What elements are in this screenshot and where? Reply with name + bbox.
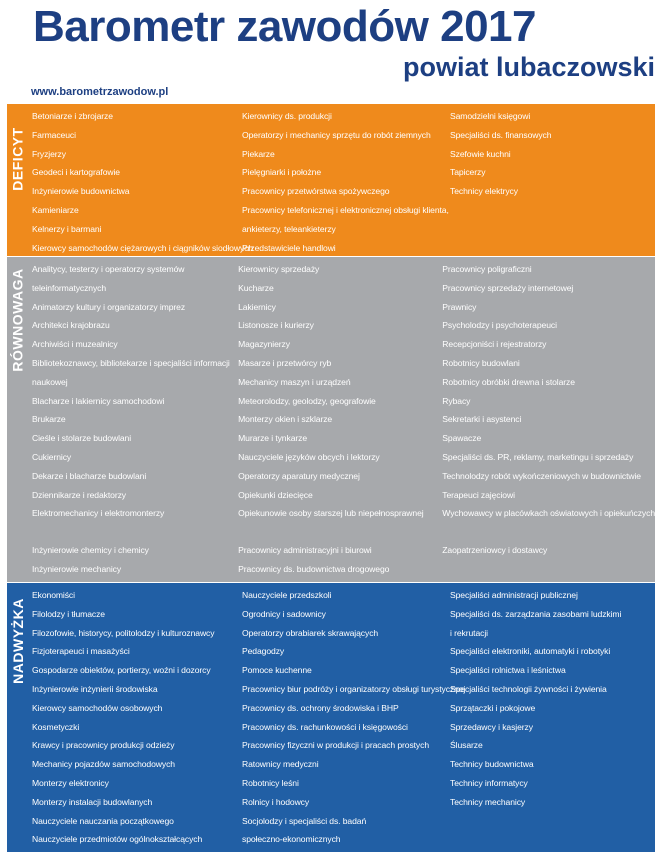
occupation-item: Inżynierowie chemicy i chemicy	[32, 545, 149, 556]
occupation-item: Ślusarze	[450, 740, 483, 751]
occupation-item: Architekci krajobrazu	[32, 320, 110, 331]
occupation-item: Kierownicy sprzedaży	[238, 264, 320, 274]
occupation-item: Spawacze	[442, 433, 482, 444]
balance-column-3	[442, 257, 655, 582]
occupation-item: Filolodzy i tłumacze	[32, 608, 105, 619]
occupation-item: Recepcjoniści i rejestratorzy	[442, 339, 547, 350]
occupation-item: Inżynierowie inżynierii środowiska	[32, 683, 158, 694]
occupation-item: Opiekunki dziecięce	[238, 489, 313, 500]
occupation-item: Monterzy elektronicy	[32, 777, 109, 788]
occupation-item: Monterzy instalacji budowlanych	[32, 796, 153, 807]
occupation-item: Lakiernicy	[238, 301, 276, 312]
occupation-item: Fryzjerzy	[32, 148, 66, 159]
occupation-item: Sprzedawcy i kasjerzy	[450, 721, 533, 732]
balance-column-1	[32, 257, 238, 582]
occupation-item	[238, 523, 442, 541]
surplus-label: NADWYŻKA	[10, 597, 26, 684]
page-subtitle: powiat lubaczowski	[402, 52, 655, 82]
occupation-item: Filozofowie, historycy, politolodzy i kulturoznawcy	[32, 627, 215, 638]
occupation-item: Fizjoterapeuci i masażyści	[32, 646, 130, 657]
occupation-item: Kierownicy ds. produkcji	[242, 111, 332, 121]
occupation-item: Terapeuci zajęciowi	[442, 489, 515, 500]
occupation-item: Technolodzy robót wykończeniowych w budownictwie	[442, 470, 641, 481]
occupation-item: Operatorzy aparatury medycznej	[238, 470, 360, 481]
occupation-item: Inżynierowie budownictwa	[32, 186, 130, 197]
occupation-item: Animatorzy kultury i organizatorzy imprez	[32, 301, 186, 312]
occupation-item: Kamieniarze	[32, 204, 79, 215]
occupation-item: Tapicerzy	[450, 167, 486, 178]
occupation-item: Magazynierzy	[238, 339, 290, 350]
deficit-label: DEFICYT	[7, 104, 29, 214]
occupation-item: Pedagodzy	[242, 646, 285, 657]
occupation-item: Kierowcy samochodów ciężarowych i ciągników siodłowych	[32, 242, 253, 253]
occupation-item: Sprzątaczki i pokojowe	[450, 702, 536, 713]
occupation-item: Pracownicy poligraficzni	[442, 264, 532, 274]
balance-label: RÓWNOWAGA	[10, 267, 27, 372]
occupation-item: Cukiernicy	[32, 451, 72, 462]
occupation-item: Prawnicy	[442, 301, 477, 312]
occupation-item: Psycholodzy i psychoterapeuci	[442, 320, 557, 331]
occupation-item: Robotnicy budowlani	[442, 357, 520, 368]
occupation-item: teleinformatycznych	[32, 282, 107, 293]
surplus-column-2	[242, 583, 466, 852]
occupation-item: Listonosze i kurierzy	[238, 320, 314, 331]
occupation-item: ankieterzy, teleankieterzy	[242, 223, 336, 234]
occupation-item: i rekrutacji	[450, 627, 488, 638]
occupation-item: Kucharze	[238, 282, 274, 293]
occupation-item: Specjaliści ds. PR, reklamy, marketingu i sprzedaży	[442, 451, 634, 462]
occupation-item: Elektromechanicy i elektromonterzy	[32, 508, 165, 519]
occupation-item: Rybacy	[442, 395, 471, 406]
occupation-item: Nauczyciele nauczania początkowego	[32, 815, 174, 826]
occupation-item: Gospodarze obiektów, portierzy, woźni i dozorcy	[32, 665, 211, 676]
occupation-item: Mechanicy maszyn i urządzeń	[238, 376, 351, 387]
occupation-item	[442, 523, 655, 541]
page-title: Barometr zawodów 2017	[33, 2, 536, 51]
occupation-item: Piekarze	[242, 148, 275, 159]
occupation-item: Blacharze i lakiernicy samochodowi	[32, 395, 165, 406]
occupation-item: Pracownicy fizyczni w produkcji i pracach prostych	[242, 740, 429, 751]
occupation-item: Zaopatrzeniowcy i dostawcy	[442, 545, 548, 556]
occupation-item: Pracownicy przetwórstwa spożywczego	[242, 186, 390, 197]
occupation-item: Bibliotekoznawcy, bibliotekarze i specjaliści informacji	[32, 357, 230, 368]
balance-column-2	[238, 257, 442, 582]
occupation-item: Rolnicy i hodowcy	[242, 796, 310, 807]
occupation-item: Brukarze	[32, 414, 66, 425]
occupation-item: Pracownicy ds. budownictwa drogowego	[238, 563, 390, 574]
occupation-item: Sekretarki i asystenci	[442, 414, 522, 425]
occupation-item: Opiekunowie osoby starszej lub niepełnosprawnej	[238, 508, 424, 519]
occupation-item: Technicy informatycy	[450, 777, 528, 788]
occupation-item: Pielęgniarki i położne	[242, 167, 322, 178]
occupation-item: Pracownicy ds. rachunkowości i księgowości	[242, 721, 408, 732]
occupation-item	[32, 523, 238, 541]
deficit-column-2	[242, 104, 450, 256]
occupation-item: Dziennikarze i redaktorzy	[32, 489, 126, 500]
occupation-item: Mechanicy pojazdów samochodowych	[32, 759, 175, 770]
occupation-item: Archiwiści i muzealnicy	[32, 339, 118, 350]
surplus-column-1	[32, 583, 242, 852]
occupation-item: Inżynierowie mechanicy	[32, 563, 122, 574]
occupation-item: naukowej	[32, 376, 68, 387]
occupation-item: Pracownicy biur podróży i organizatorzy obsługi turystycznej	[242, 683, 466, 694]
occupation-item: Robotnicy obróbki drewna i stolarze	[442, 376, 575, 387]
surplus-column-3	[450, 583, 655, 852]
occupation-item: Meteorolodzy, geolodzy, geografowie	[238, 395, 376, 406]
occupation-item: Operatorzy obrabiarek skrawających	[242, 627, 379, 638]
occupation-item: Operatorzy i mechanicy sprzętu do robót ziemnych	[242, 129, 431, 140]
balance-section	[7, 257, 655, 582]
website-link[interactable]: www.barometrzawodow.pl	[31, 86, 169, 98]
occupation-item: Monterzy okien i szklarze	[238, 414, 333, 425]
occupation-item: Przedstawiciele handlowi	[242, 242, 336, 253]
occupation-item: Pracownicy ds. ochrony środowiska i BHP	[242, 702, 399, 713]
occupation-item: Farmaceuci	[32, 129, 76, 140]
occupation-item: Pomoce kuchenne	[242, 665, 312, 676]
occupation-item: Krawcy i pracownicy produkcji odzieży	[32, 740, 175, 751]
occupation-item: Specjaliści administracji publicznej	[450, 590, 578, 600]
occupation-item: Specjaliści technologii żywności i żywienia	[450, 683, 607, 694]
occupation-item: Nauczyciele języków obcych i lektorzy	[238, 451, 380, 462]
occupation-item: Robotnicy leśni	[242, 777, 299, 788]
deficit-column-1	[32, 104, 253, 256]
deficit-section	[7, 104, 655, 256]
occupation-item: Technicy budownictwa	[450, 759, 534, 770]
occupation-item: Nauczyciele przedmiotów ogólnokształcących	[32, 834, 203, 845]
occupation-item: Samodzielni księgowi	[450, 111, 531, 121]
occupation-item: Pracownicy sprzedaży internetowej	[442, 282, 574, 293]
occupation-item: Kelnerzy i barmani	[32, 223, 102, 234]
occupation-item: Specjaliści ds. finansowych	[450, 129, 552, 140]
occupation-item: Technicy mechanicy	[450, 796, 526, 807]
occupation-item: Specjaliści rolnictwa i leśnictwa	[450, 665, 566, 676]
deficit-column-3	[450, 104, 655, 256]
occupation-item: Wychowawcy w placówkach oświatowych i opiekuńczych	[442, 508, 655, 519]
occupation-item: Specjaliści elektroniki, automatyki i robotyki	[450, 646, 611, 657]
occupation-item: Szefowie kuchni	[450, 148, 511, 159]
occupation-item: Cieśle i stolarze budowlani	[32, 433, 132, 444]
occupation-item: Ekonomiści	[32, 590, 75, 600]
occupation-item: Kierowcy samochodów osobowych	[32, 702, 163, 713]
occupation-item: Ratownicy medyczni	[242, 759, 319, 770]
occupation-item: Betoniarze i zbrojarze	[32, 111, 113, 121]
occupation-item: Ogrodnicy i sadownicy	[242, 608, 326, 619]
occupation-item: Pracownicy telefonicznej i elektronicznej obsługi klienta,	[242, 204, 449, 215]
occupation-item: Analitycy, testerzy i operatorzy systemów	[32, 264, 185, 274]
occupation-item: Masarze i przetwórcy ryb	[238, 357, 332, 368]
occupation-item: Technicy elektrycy	[450, 186, 518, 197]
surplus-section	[7, 583, 655, 852]
occupation-item: społeczno-ekonomicznych	[242, 834, 341, 845]
occupation-item: Murarze i tynkarze	[238, 433, 308, 444]
occupation-item: Dekarze i blacharze budowlani	[32, 470, 147, 481]
occupation-item: Socjolodzy i specjaliści ds. badań	[242, 815, 367, 826]
occupation-item: Specjaliści ds. zarządzania zasobami ludzkimi	[450, 608, 622, 619]
occupation-item: Kosmetyczki	[32, 721, 80, 732]
occupation-item: Geodeci i kartografowie	[32, 167, 120, 178]
occupation-item: Nauczyciele przedszkoli	[242, 590, 332, 600]
occupation-item: Pracownicy administracyjni i biurowi	[238, 545, 372, 556]
